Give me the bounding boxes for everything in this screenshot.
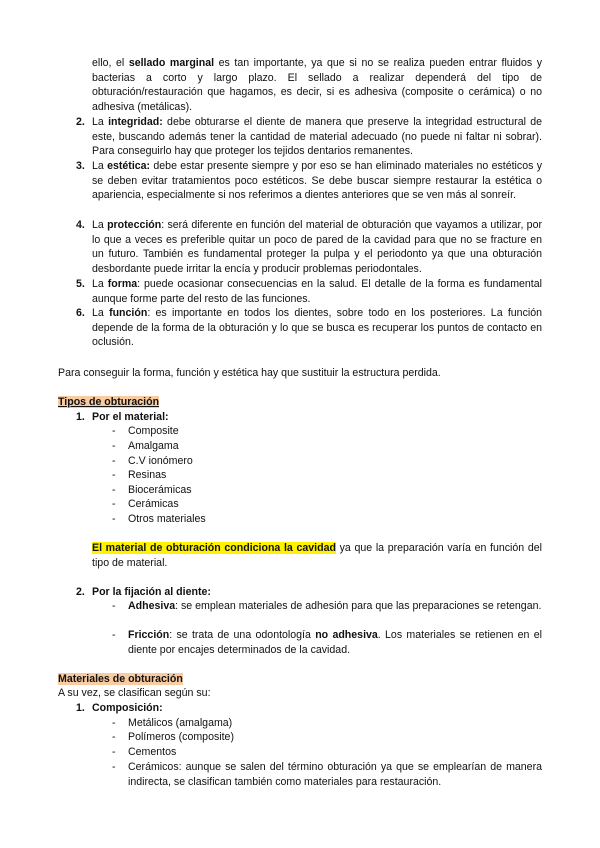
- function-item-estetica: [92, 159, 542, 203]
- list-label-fijacion: Por la fijación al diente:: [92, 586, 211, 598]
- fijacion-friccion: [128, 628, 542, 657]
- function-pre: La: [92, 116, 109, 128]
- term-bold: no adhesiva: [315, 629, 378, 641]
- function-pre: La: [92, 307, 110, 319]
- function-item-integridad: [92, 115, 542, 159]
- function-number: 5.: [76, 278, 85, 290]
- materiales-intro: A su vez, se clasifican según su:: [58, 687, 211, 699]
- note-text: ya que la preparación varía en función del tipo de material.: [92, 542, 542, 569]
- intro-text-post: es tan importante, ya que si no se realiza pueden entrar fluidos y bacterias a corto y largo plazo. El sellado a realizar dependerá del tipo de obturación/restauración que hagamos, es decir, si es adhesiva (composite o cerámica) o no adhesiva (metálicas).: [92, 57, 542, 113]
- function-number: 3.: [76, 160, 85, 172]
- bullet-dash: -: [112, 440, 116, 452]
- bullet-dash: -: [112, 484, 116, 496]
- list-item: Composite: [128, 425, 179, 437]
- function-item-forma: [92, 277, 542, 306]
- bullet-dash: -: [112, 600, 116, 612]
- heading-text: Materiales de obturación: [58, 673, 183, 685]
- list-item: Otros materiales: [128, 513, 206, 525]
- term-bold: Fricción: [128, 629, 170, 641]
- list-item: Amalgama: [128, 440, 179, 452]
- list-item: Cementos: [128, 746, 177, 758]
- bullet-dash: -: [112, 717, 116, 729]
- function-term: estética:: [107, 160, 151, 172]
- function-desc: : es importante en todos los dientes, sobre todo en los posteriores. La función depende de la forma de la obturación y lo que se busca es recuperar los puntos de contacto en oclusión.: [92, 307, 543, 349]
- function-desc: : será diferente en función del material de obturación que vayamos a utilizar, por lo que a veces es preferible quitar un poco de pared de la cavidad para que no se fracture en un futuro. También es fundamental proteger la pulpa y el periodonto ya que una obturación desbordante puede irritar la encía y producir problemas periodontales.: [92, 219, 542, 275]
- fijacion-adhesiva: [128, 599, 542, 614]
- function-item-funcion: [92, 306, 542, 350]
- list-label-composicion: Composición:: [92, 702, 163, 714]
- heading-text: Tipos de obturación: [58, 396, 160, 408]
- section-heading-materiales: [58, 672, 183, 687]
- intro-paragraph: [92, 56, 542, 114]
- function-term: integridad:: [108, 116, 163, 128]
- list-number: 2.: [76, 586, 85, 598]
- list-item: Polímeros (composite): [128, 731, 234, 743]
- term-desc: : se trata de una odontología: [169, 629, 316, 641]
- bullet-dash: -: [112, 629, 116, 641]
- function-term: protección: [107, 219, 162, 231]
- function-number: 2.: [76, 116, 85, 128]
- intro-bold: sellado marginal: [128, 57, 215, 69]
- bullet-dash: -: [112, 746, 116, 758]
- function-desc: debe estar presente siempre y por eso se han eliminado materiales no estéticos y se deben evitar tratamientos poco estéticos. Se debe buscar siempre restaurar la estética o apariencia, especialmente si nos referimos a dientes anteriores que se ven más al sonreír.: [92, 160, 542, 202]
- function-pre: La: [92, 278, 108, 290]
- bullet-dash: -: [112, 513, 116, 525]
- list-number: 1.: [76, 411, 85, 423]
- list-item: Biocerámicas: [128, 484, 192, 496]
- list-item-ceramicos: Cerámicos: aunque se salen del término obturación ya que se emplearían de manera indirecta, se clasifican también como materiales para restauración.: [128, 761, 542, 788]
- function-number: 6.: [76, 307, 85, 319]
- highlighted-text: El material de obturación condiciona la cavidad: [92, 542, 336, 554]
- term-desc: : se emplean materiales de adhesión para que las preparaciones se retengan.: [175, 600, 542, 612]
- section-heading-tipos: [58, 395, 159, 410]
- term-desc: . Los materiales se retienen en el diente por encajes determinados de la cavidad.: [128, 629, 542, 656]
- function-desc: debe obturarse el diente de manera que preserve la integridad estructural de este, buscando además tener la cantidad de material adecuado (no puede ni faltar ni sobrar). Para conseguirlo hay que proteger los tejidos dentarios remanentes.: [92, 116, 543, 158]
- function-pre: La: [92, 219, 108, 231]
- function-number: 4.: [76, 219, 85, 231]
- material-note: [92, 541, 542, 570]
- list-item: Metálicos (amalgama): [128, 717, 233, 729]
- function-term: función: [109, 307, 148, 319]
- function-desc: : puede ocasionar consecuencias en la salud. El detalle de la forma es fundamental aunque forme parte del resto de las funciones.: [92, 278, 542, 305]
- term-bold: Adhesiva: [128, 600, 176, 612]
- list-number: 1.: [76, 702, 85, 714]
- list-label-material: Por el material:: [92, 411, 169, 423]
- bullet-dash: -: [112, 469, 116, 481]
- bullet-dash: -: [112, 425, 116, 437]
- bullet-dash: -: [112, 498, 116, 510]
- function-item-proteccion: [92, 218, 542, 276]
- list-item: Resinas: [128, 469, 167, 481]
- list-item: C.V ionómero: [128, 455, 193, 467]
- bullet-dash: -: [112, 731, 116, 743]
- intro-text-pre: ello, el: [92, 57, 129, 69]
- function-pre: La: [92, 160, 108, 172]
- bullet-dash: -: [112, 761, 116, 773]
- paragraph-forma-funcion: Para conseguir la forma, función y estética hay que sustituir la estructura perdida.: [58, 367, 441, 379]
- bullet-dash: -: [112, 455, 116, 467]
- list-item: Cerámicas: [128, 498, 179, 510]
- function-term: forma: [107, 278, 138, 290]
